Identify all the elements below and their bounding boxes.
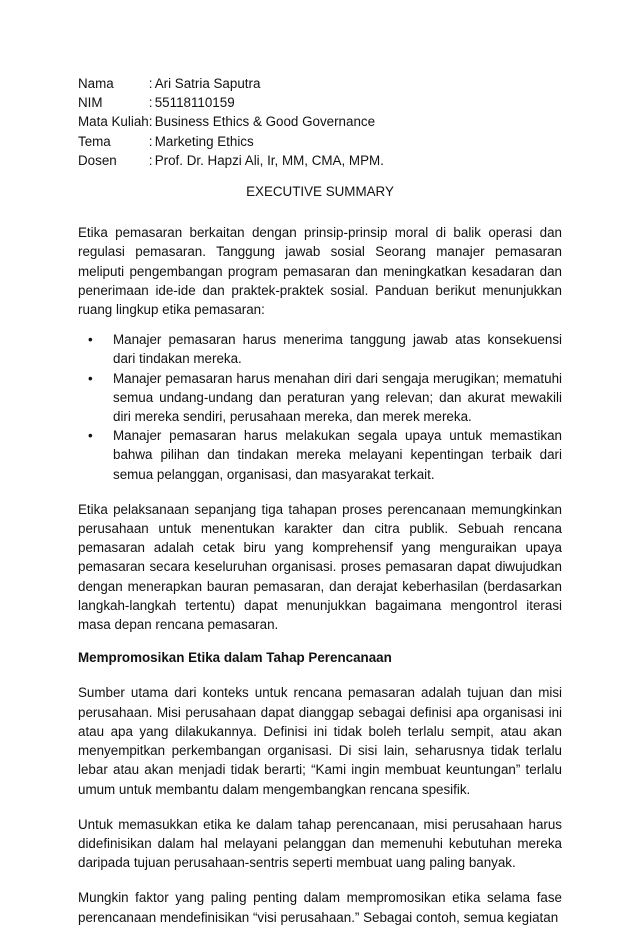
document-title: EXECUTIVE SUMMARY (246, 184, 394, 200)
list-item (78, 330, 562, 368)
student-info-table (78, 74, 384, 170)
body-paragraph: Mungkin faktor yang paling penting dalam mempromosikan etika selama fase perencanaan mendefinisikan “visi perusahaan.” Sebagai contoh, semua kegiatan (78, 890, 562, 925)
info-label: Nama (78, 76, 114, 91)
info-label: NIM (78, 95, 103, 111)
list-item (78, 426, 562, 484)
info-value: 55118110159 (154, 95, 235, 111)
info-separator: : (148, 152, 153, 168)
info-row-nama (78, 74, 384, 93)
body-paragraph: Etika pelaksanaan sepanjang tiga tahapan proses perencanaan memungkinkan perusahaan untuk menentukan karakter dan citra publik. Sebuah rencana pemasaran adalah cetak biru yang komprehensif yang menguraikan upaya pemasaran secara keseluruhan organisasi. proses pemasaran dapat diwujudkan dengan menerapkan bauran pemasaran, dan derajat keberhasilan (berdasarkan langkah-langkah tertentu) dapat menunjukkan bagaimana mengontrol iterasi masa depan rencana pemasaran. (78, 501, 562, 633)
section-heading: Mempromosikan Etika dalam Tahap Perencanaan (78, 650, 392, 666)
info-label: Tema (78, 133, 111, 149)
info-label: Dosen (78, 152, 117, 168)
info-separator: : (148, 114, 153, 130)
list-item-text: Manajer pemasaran harus menahan diri dari sengaja merugikan; mematuhi semua undang-undang dan peraturan yang relevan; dan akurat mewakili diri mereka sendiri, perusahaan mereka, dan merek mereka. (113, 370, 562, 425)
document-page (78, 74, 562, 927)
info-row-nim (78, 93, 384, 112)
ethics-bullet-list (78, 330, 562, 484)
info-value: Marketing Ethics (154, 133, 254, 149)
bullet-icon: • (88, 370, 93, 386)
list-item-text: Manajer pemasaran harus menerima tanggung jawab atas konsekuensi dari tindakan mereka. (113, 332, 562, 367)
body-paragraph: Sumber utama dari konteks untuk rencana pemasaran adalah tujuan dan misi perusahaan. Misi perusahaan dapat dianggap sebagai definisi apa organisasi ini atau apa yang dilakukannya. Definisi ini tidak boleh terlalu sempit, atau akan menyempitkan perkembangan organisasi. Di sisi lain, seharusnya tidak terlalu lebar atau akan menjadi tidak berarti; “Kami ingin membuat keuntungan” terlalu umum untuk membantu dalam mengembangkan rencana spesifik. (78, 685, 562, 797)
info-value: Prof. Dr. Hapzi Ali, Ir, MM, CMA, MPM. (154, 152, 384, 168)
list-item-text: Manajer pemasaran harus melakukan segala upaya untuk memastikan bahwa pilihan dan tindakan mereka melayani kepentingan terbaik dari semua pelanggan, organisasi, dan masyarakat terkait. (113, 428, 562, 482)
bullet-icon: • (88, 332, 93, 348)
info-label: Mata Kuliah (78, 114, 149, 130)
intro-paragraph: Etika pemasaran berkaitan dengan prinsip-prinsip moral di balik operasi dan regulasi pemasaran. Tanggung jawab sosial Seorang manajer pemasaran meliputi pengembangan program pemasaran dan meningkatkan kesadaran dan penerimaan ide-ide dan praktek-praktek sosial. Panduan berikut menunjukkan ruang lingkup etika pemasaran: (78, 225, 562, 318)
info-row-tema (78, 132, 384, 151)
info-row-mata-kuliah (78, 112, 384, 131)
body-paragraph: Untuk memasukkan etika ke dalam tahap perencanaan, misi perusahaan harus didefinisikan dalam hal melayani pelanggan dan memenuhi kebutuhan mereka daripada tujuan perusahaan-sentris seperti membuat uang paling banyak. (78, 816, 562, 871)
info-separator: : (148, 133, 153, 149)
info-value: Business Ethics & Good Governance (154, 114, 376, 130)
info-value: Ari Satria Saputra (154, 76, 261, 91)
list-item (78, 369, 562, 427)
info-row-dosen (78, 151, 384, 170)
bullet-icon: • (88, 428, 93, 444)
info-separator: : (148, 95, 153, 111)
info-separator: : (148, 76, 153, 91)
